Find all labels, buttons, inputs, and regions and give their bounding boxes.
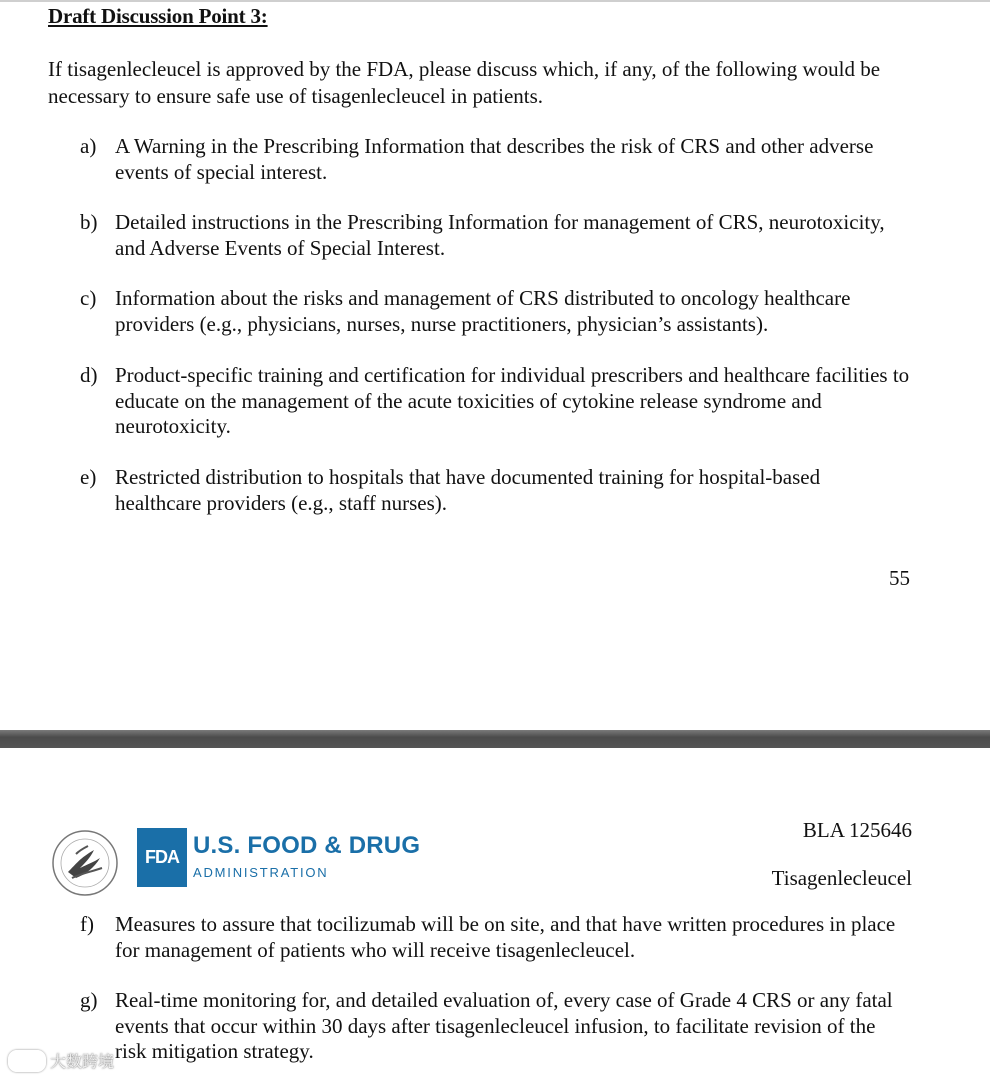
watermark <box>8 1049 114 1072</box>
page-separator <box>0 730 990 748</box>
list-letter: e) <box>80 465 97 489</box>
fda-logo-name: U.S. FOOD & DRUG <box>193 832 421 859</box>
list-text: Measures to assure that tocilizumab will be on site, and that have written procedures in place for management of patients who will receive tisagenlecleucel. <box>115 912 896 962</box>
list-letter: a) <box>80 134 97 158</box>
intro-paragraph: If tisagenlecleucel is approved by the FDA, please discuss which, if any, of the following would be necessary to ensure safe use of tisagenlecleucel in patients. <box>48 57 881 108</box>
list-text: Detailed instructions in the Prescribing Information for management of CRS, neurotoxicity, and Adverse Events of Special Interest. <box>115 210 885 260</box>
bla-number: BLA 125646 <box>802 818 912 842</box>
watermark-text: 大数跨境 <box>50 1052 115 1071</box>
list-text: Real-time monitoring for, and detailed evaluation of, every case of Grade 4 CRS or any fatal events that occur within 30 days after tisagenlecleucel infusion, to facilitate revision of the risk mitigation strategy. <box>115 988 893 1063</box>
document-page-56 <box>0 748 990 1080</box>
list-text: Restricted distribution to hospitals that have documented training for hospital-based healthcare providers (e.g., staff nurses). <box>115 465 821 515</box>
list-text: Product-specific training and certification for individual prescribers and healthcare facilities to educate on the management of the acute toxicities of cytokine release syndrome and neurotoxicity. <box>115 363 910 438</box>
fda-logo-box: FDA <box>137 828 187 887</box>
list-text: A Warning in the Prescribing Information that describes the risk of CRS and other adverse events of special interest. <box>115 134 874 184</box>
page-number: 55 <box>889 566 910 590</box>
page-top-border <box>0 0 990 2</box>
discussion-heading: Draft Discussion Point 3: <box>48 4 268 28</box>
list-letter: f) <box>80 912 94 936</box>
list-letter: c) <box>80 286 97 310</box>
drug-name: Tisagenlecleucel <box>771 866 912 890</box>
list-letter: b) <box>80 210 98 234</box>
list-letter: d) <box>80 363 98 387</box>
list-text: Information about the risks and management of CRS distributed to oncology healthcare providers (e.g., physicians, nurses, nurse practitioners, physician’s assistants). <box>115 286 851 336</box>
hhs-seal-icon <box>50 828 120 898</box>
watermark-logo-icon <box>8 1050 46 1072</box>
fda-logo-subtitle: ADMINISTRATION <box>193 865 329 880</box>
list-letter: g) <box>80 988 98 1012</box>
